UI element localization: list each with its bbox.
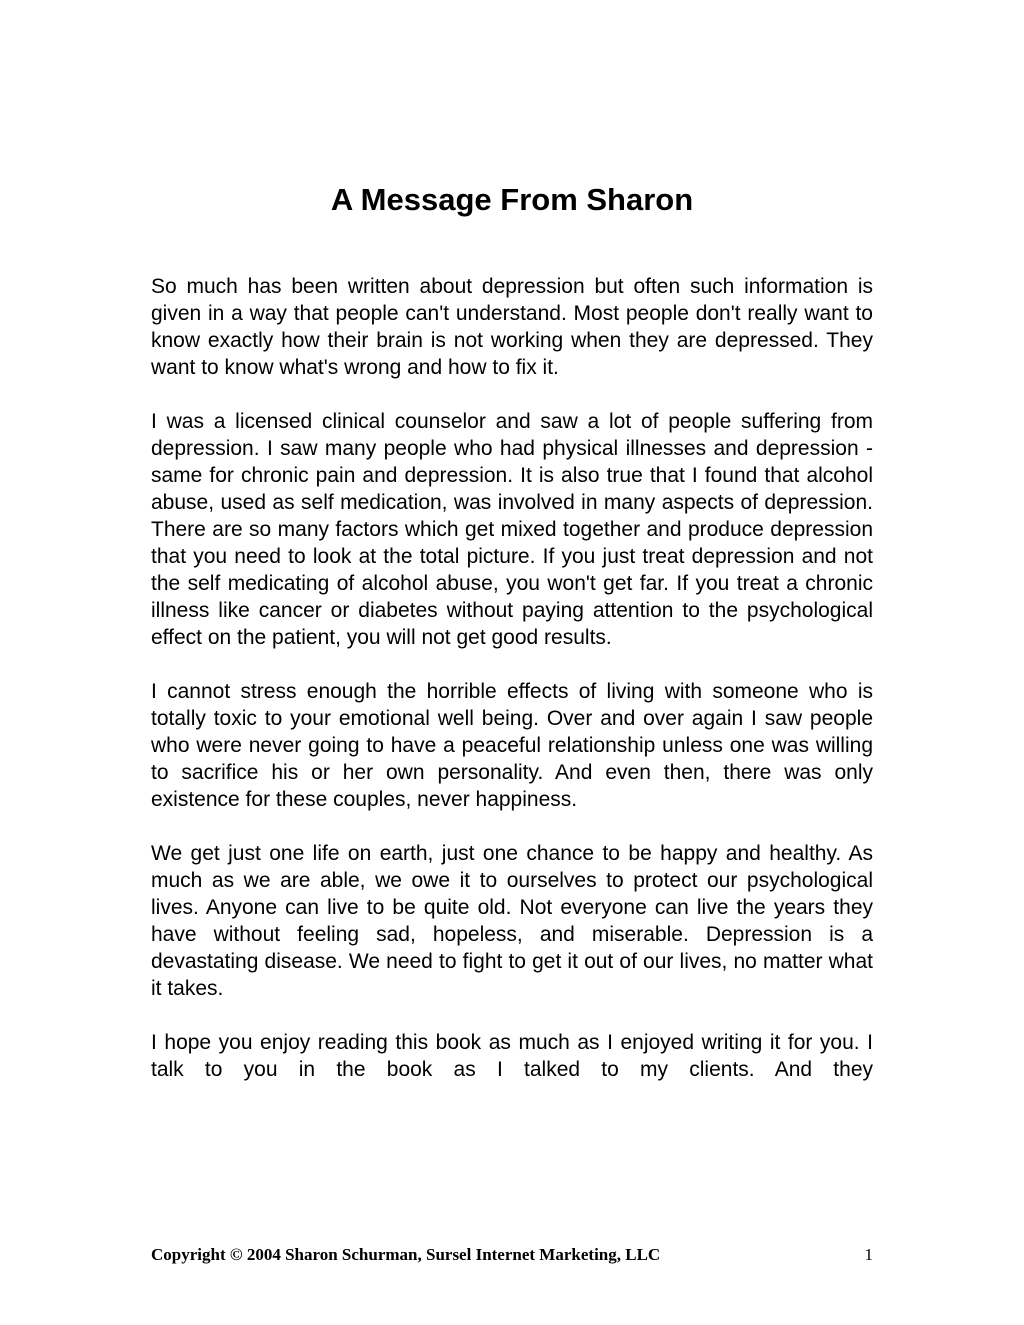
- paragraph: I cannot stress enough the horrible effects of living with someone who is totally toxic to your emotional well being. Over and over again I saw people who were never going to have a peaceful relationship unless one was willing to sacrifice his or her own personality. And even then, there was only existence for these couples, never happiness.: [151, 680, 873, 811]
- paragraph: So much has been written about depression but often such information is given in a way that people can't understand. Most people don't really want to know exactly how their brain is not working when they are depressed. They want to know what's wrong and how to fix it.: [151, 275, 873, 379]
- body-text: [151, 273, 873, 1083]
- paragraph: We get just one life on earth, just one chance to be happy and healthy. As much as we are able, we owe it to ourselves to protect our psychological lives. Anyone can live to be quite old. Not everyone can live the years they have without feeling sad, hopeless, and miserable. Depression is a devastating disease. We need to fight to get it out of our lives, no matter what it takes.: [151, 842, 873, 1000]
- paragraph: I was a licensed clinical counselor and saw a lot of people suffering from depression. I saw many people who had physical illnesses and depression - same for chronic pain and depression. It is also true that I found that alcohol abuse, used as self medication, was involved in many aspects of depression. There are so many factors which get mixed together and produce depression that you need to look at the total picture. If you just treat depression and not the self medicating of alcohol abuse, you won't get far. If you treat a chronic illness like cancer or diabetes without paying attention to the psychological effect on the patient, you will not get good results.: [151, 410, 873, 649]
- paragraph: I hope you enjoy reading this book as much as I enjoyed writing it for you. I talk to you in the book as I talked to my clients. And they: [151, 1031, 873, 1081]
- page-title: A Message From Sharon: [330, 182, 694, 217]
- page-number: 1: [864, 1245, 873, 1264]
- copyright-notice: Copyright © 2004 Sharon Schurman, Sursel Internet Marketing, LLC: [151, 1245, 661, 1264]
- page-footer: [151, 1243, 873, 1267]
